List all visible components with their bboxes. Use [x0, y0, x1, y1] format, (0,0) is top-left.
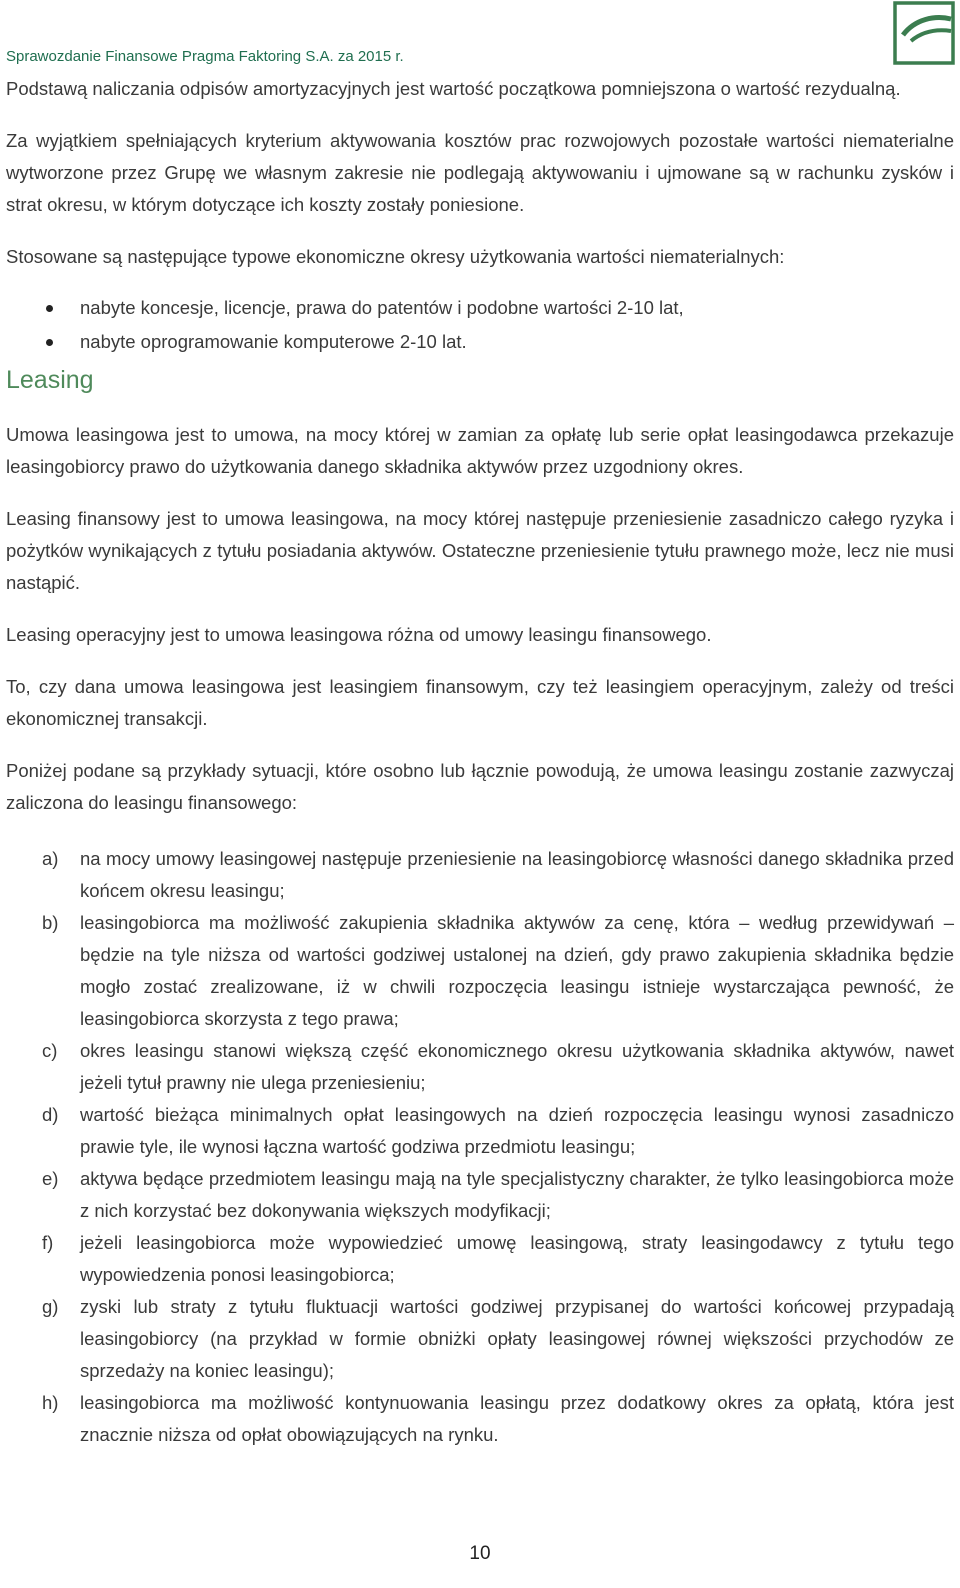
running-header: Sprawozdanie Finansowe Pragma Faktoring S.A. za 2015 r. — [6, 48, 404, 65]
paragraph-finance-lease: Leasing finansowy jest to umowa leasingowa, na mocy której następuje przeniesienie zasadniczo całego ryzyka i pożytków wynikających z tytułu posiadania aktywów. Ostateczne przeniesienie tytułu prawnego może, lecz nie musi nastąpić. — [6, 508, 954, 593]
useful-life-list — [6, 291, 954, 359]
list-item-text: wartość bieżąca minimalnych opłat leasingowych na dzień rozpoczęcia leasingu wynosi zasadniczo prawie tyle, ile wynosi łączna wartość godziwa przedmiotu leasingu; — [80, 1104, 954, 1157]
paragraph-lease-classification: To, czy dana umowa leasingowa jest leasingiem finansowym, czy też leasingiem operacyjnym, zależy od treści ekonomicznej transakcji. — [6, 676, 954, 729]
paragraph-operating-lease: Leasing operacyjny jest to umowa leasingowa różna od umowy leasingu finansowego. — [6, 624, 712, 645]
document-body — [6, 73, 954, 1451]
list-item-text: na mocy umowy leasingowej następuje przeniesienie na leasingobiorcę własności danego składnika przed końcem okresu leasingu; — [80, 848, 954, 901]
list-item — [6, 1163, 954, 1227]
list-item — [6, 907, 954, 1035]
list-item — [6, 843, 954, 907]
list-marker: g) — [42, 1296, 59, 1317]
list-item-text: aktywa będące przedmiotem leasingu mają na tyle specjalistyczny charakter, że tylko leasingobiorca może z nich korzystać bez dokonywania większych modyfikacji; — [80, 1168, 954, 1221]
paragraph-useful-life-intro: Stosowane są następujące typowe ekonomiczne okresy użytkowania wartości niematerialnych: — [6, 246, 785, 267]
list-item: nabyte oprogramowanie komputerowe 2-10 lat. — [6, 325, 954, 359]
paragraph-development-costs: Za wyjątkiem spełniających kryterium aktywowania kosztów prac rozwojowych pozostałe wartości niematerialne wytworzone przez Grupę we własnym zakresie nie podlegają aktywowaniu i ujmowane są w rachunku zysków i strat okresu, w którym dotyczące ich koszty zostały poniesione. — [6, 130, 954, 215]
list-item — [6, 1035, 954, 1099]
list-item: nabyte koncesje, licencje, prawa do patentów i podobne wartości 2-10 lat, — [6, 291, 954, 325]
list-marker: b) — [42, 912, 59, 933]
list-item-text: leasingobiorca ma możliwość kontynuowania leasingu przez dodatkowy okres za opłatą, która jest znacznie niższa od opłat obowiązujących na rynku. — [80, 1392, 954, 1445]
page-number: 10 — [469, 1543, 491, 1564]
list-marker: f) — [42, 1232, 54, 1253]
paragraph-lease-definition: Umowa leasingowa jest to umowa, na mocy której w zamian za opłatę lub serie opłat leasingodawca przekazuje leasingobiorcy prawo do użytkowania danego składnika aktywów przez uzgodniony okres. — [6, 424, 954, 477]
list-item-text: zyski lub straty z tytułu fluktuacji wartości godziwej przypisanej do wartości końcowej przypadają leasingobiorcy (na przykład w formie obniżki opłaty leasingowej równej większości przychodów ze sprzedaży na koniec leasingu); — [80, 1296, 954, 1381]
pragma-logo-icon — [893, 1, 955, 65]
list-item — [6, 1227, 954, 1291]
paragraph-depreciation-basis: Podstawą naliczania odpisów amortyzacyjnych jest wartość początkowa pomniejszona o wartość rezydualną. — [6, 78, 901, 99]
section-heading-leasing: Leasing — [6, 366, 94, 394]
list-marker: d) — [42, 1104, 59, 1125]
list-item-text: okres leasingu stanowi większą część ekonomicznego okresu użytkowania składnika aktywów, nawet jeżeli tytuł prawny nie ulega przeniesieniu; — [80, 1040, 954, 1093]
finance-lease-examples-list — [6, 843, 954, 1451]
list-marker: c) — [42, 1040, 58, 1061]
list-item — [6, 1291, 954, 1387]
list-marker: e) — [42, 1168, 59, 1189]
list-item-text: jeżeli leasingobiorca może wypowiedzieć umowę leasingową, straty leasingodawcy z tytułu tego wypowiedzenia ponosi leasingobiorca; — [80, 1232, 954, 1285]
list-marker: a) — [42, 848, 59, 869]
list-marker: h) — [42, 1392, 59, 1413]
list-item-text: leasingobiorca ma możliwość zakupienia składnika aktywów za cenę, która – według przewidywań – będzie na tyle niższa od wartości godziwej ustalonej na dzień, gdy prawo zakupienia składnika będzie mogło zostać zrealizowane, iż w chwili rozpoczęcia leasingu istnieje wystarczająca pewność, że leasingobiorca skorzysta z tego prawa; — [80, 912, 954, 1029]
list-item — [6, 1387, 954, 1451]
paragraph-examples-intro: Poniżej podane są przykłady sytuacji, które osobno lub łącznie powodują, że umowa leasingu zostanie zazwyczaj zaliczona do leasingu finansowego: — [6, 760, 954, 813]
list-item — [6, 1099, 954, 1163]
